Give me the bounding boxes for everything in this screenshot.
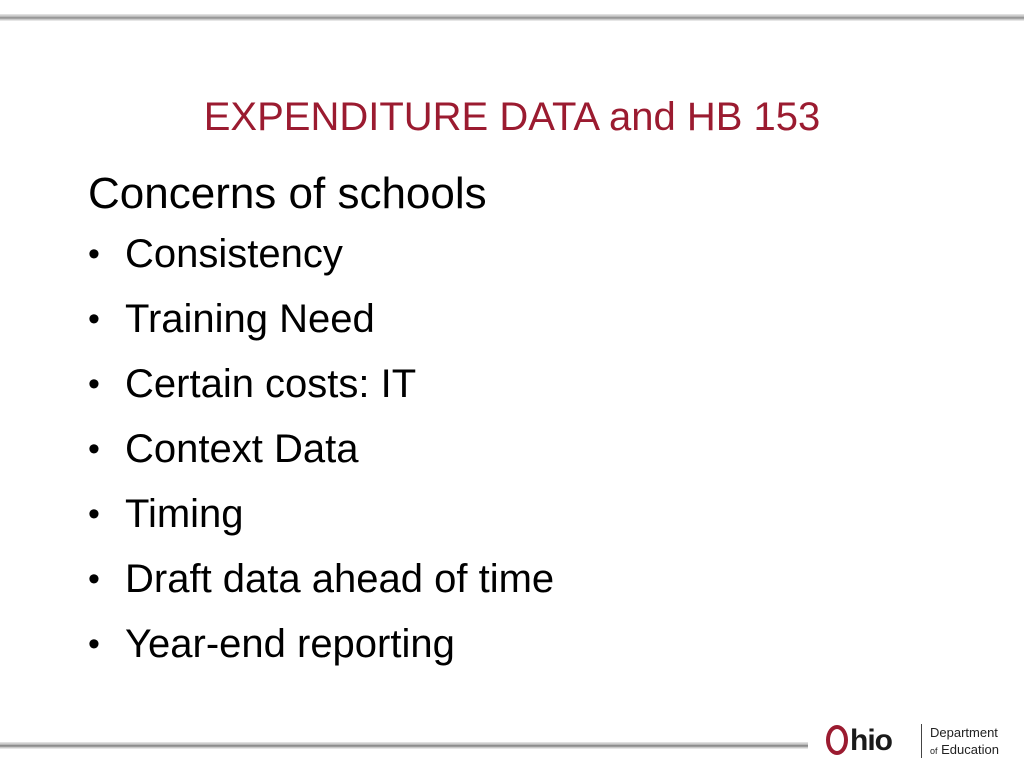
bullet-icon: • — [88, 235, 100, 273]
bottom-divider-line — [0, 742, 808, 749]
slide-content — [88, 168, 988, 685]
list-item — [88, 230, 988, 278]
logo-of-text: of — [930, 746, 938, 756]
logo-education-text: Education — [941, 742, 999, 757]
bullet-list — [88, 230, 988, 668]
bullet-icon: • — [88, 625, 100, 663]
top-divider-line — [0, 14, 1024, 21]
list-item — [88, 490, 988, 538]
list-item-text: Training Need — [125, 297, 375, 341]
list-item-text: Context Data — [125, 427, 359, 471]
logo-department-text: Department — [930, 725, 998, 740]
list-item-text: Consistency — [125, 232, 343, 276]
list-item — [88, 360, 988, 408]
list-item — [88, 555, 988, 603]
list-item — [88, 295, 988, 343]
list-item — [88, 425, 988, 473]
bullet-icon: • — [88, 560, 100, 598]
list-item — [88, 620, 988, 668]
list-item-text: Certain costs: IT — [125, 362, 417, 406]
logo-o-ring-icon — [826, 725, 848, 755]
bullet-icon: • — [88, 430, 100, 468]
logo-divider — [921, 724, 922, 758]
list-item-text: Draft data ahead of time — [125, 557, 555, 601]
ohio-department-of-education-logo — [826, 720, 1016, 762]
list-item-text: Year-end reporting — [125, 622, 455, 666]
list-item-text: Timing — [125, 492, 244, 536]
bullet-icon: • — [88, 300, 100, 338]
logo-wordmark: hio — [850, 724, 892, 757]
bullet-icon: • — [88, 365, 100, 403]
bullet-icon: • — [88, 495, 100, 533]
logo-education-line — [930, 742, 999, 759]
slide-title: EXPENDITURE DATA and HB 153 — [203, 95, 821, 139]
slide-subheading: Concerns of schools — [88, 169, 487, 218]
